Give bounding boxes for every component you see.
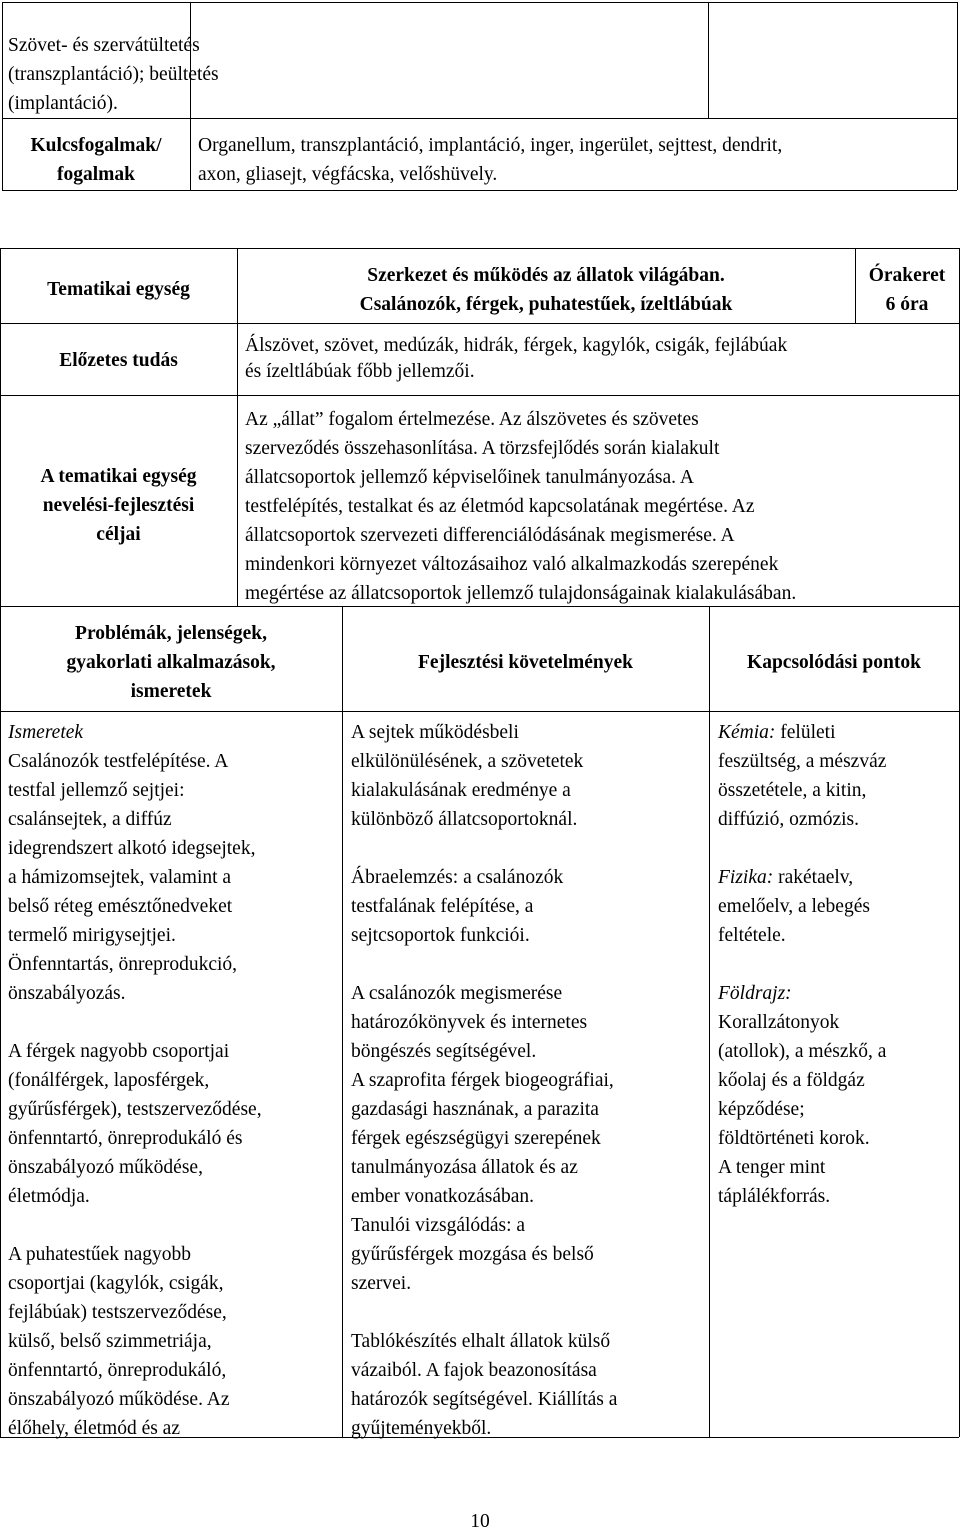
- kemia-first-line: [718, 718, 958, 747]
- text-line: Szerkezet és működés az állatok világában.: [367, 265, 725, 286]
- text-span: felületi: [775, 722, 836, 743]
- text-line: Tanulói vizsgálódás: a: [351, 1215, 526, 1236]
- text-line: A tematikai egység: [40, 466, 197, 487]
- text-line: külső, belső szimmetriája,: [8, 1331, 212, 1352]
- text-line: feltétele.: [718, 925, 786, 946]
- elozetes-tudas-text: [245, 333, 957, 385]
- text-line: Problémák, jelenségek,: [75, 623, 267, 644]
- main-border-top: [0, 248, 959, 249]
- orakeret-value: 6 óra: [885, 294, 929, 315]
- spacer: [351, 950, 709, 979]
- ismeretek-heading: Ismeretek: [8, 722, 84, 743]
- text-line: A tenger mint: [718, 1157, 826, 1178]
- text-line: határozók segítségével. Kiállítás a: [351, 1389, 618, 1410]
- page-number: 10: [470, 1511, 490, 1532]
- text-line: céljai: [96, 524, 141, 545]
- fizika-label: Fizika:: [718, 867, 774, 888]
- text-line: (implantáció).: [8, 93, 118, 114]
- spacer: [718, 950, 958, 979]
- text-line: férgek egészségügyi szerepének: [351, 1128, 601, 1149]
- text-line: különböző állatcsoportoknál.: [351, 809, 578, 830]
- top-table-row-divider: [2, 118, 957, 119]
- text-line: Önfenntartás, önreprodukció,: [8, 954, 238, 975]
- text-line: földtörténeti korok.: [718, 1128, 870, 1149]
- text-line: diffúzió, ozmózis.: [718, 809, 859, 830]
- text-line: A szaprofita férgek biogeográfiai,: [351, 1070, 614, 1091]
- kulcsfogalmak-text: [198, 131, 956, 189]
- main-row-divider-1: [0, 323, 959, 324]
- text-line: képződése;: [718, 1099, 805, 1120]
- text-line: Organellum, transzplantáció, implantáció, inger, ingerület, sejttest, dendrit,: [198, 135, 783, 156]
- text-line: önfenntartó, önreprodukáló és: [8, 1128, 243, 1149]
- text-line: gazdasági hasznának, a parazita: [351, 1099, 599, 1120]
- spacer: [8, 1211, 342, 1240]
- text-line: megértése az állatcsoportok jellemző tulajdonságainak kialakulásában.: [245, 583, 797, 604]
- foldrajz-label: Földrajz:: [718, 983, 792, 1004]
- text-line: Tablókészítés elhalt állatok külső: [351, 1331, 611, 1352]
- main-row-divider-4: [0, 711, 959, 712]
- text-line: összetétele, a kitin,: [718, 780, 867, 801]
- kulcsfogalmak-label: [2, 131, 190, 189]
- kemia-label: Kémia:: [718, 722, 776, 743]
- text-line: önszabályozó működése,: [8, 1157, 203, 1178]
- text-line: ismeretek: [130, 681, 212, 702]
- text-line: Kulcsfogalmak/: [30, 135, 162, 156]
- text-line: állatcsoportok szervezeti differenciálódásának megismerése. A: [245, 525, 735, 546]
- text-line: Csalánozók, férgek, puhatestűek, ízeltlábúak: [359, 294, 733, 315]
- text-line: önszabályozó működése. Az: [8, 1389, 230, 1410]
- text-line: A férgek nagyobb csoportjai: [8, 1041, 230, 1062]
- col-header-fejlesztesi: Fejlesztési követelmények: [418, 652, 633, 673]
- fejlesztesi-column: [351, 718, 709, 1443]
- spacer: [351, 1298, 709, 1327]
- main-col-divider-b: [709, 606, 710, 1437]
- text-line: belső réteg emésztőnedveket: [8, 896, 233, 917]
- text-line: életmódja.: [8, 1186, 90, 1207]
- tematikai-egyseg-label: Tematikai egység: [47, 279, 190, 300]
- text-line: elkülönülésének, a szövetetek: [351, 751, 584, 772]
- text-line: önfenntartó, önreprodukáló,: [8, 1360, 227, 1381]
- orakeret: [855, 261, 959, 319]
- orakeret-label: Órakeret: [868, 265, 946, 286]
- text-line: csalánsejtek, a diffúz: [8, 809, 172, 830]
- text-line: kialakulásának eredménye a: [351, 780, 571, 801]
- text-line: sejtcsoportok funkciói.: [351, 925, 530, 946]
- text-line: gyűrűsférgek mozgása és belső: [351, 1244, 594, 1265]
- ismeretek-column: [8, 718, 342, 1443]
- text-line: idegrendszert alkotó idegsejtek,: [8, 838, 256, 859]
- top-table-border-bottom: [2, 190, 957, 191]
- col-header-kapcsolodasi: Kapcsolódási pontok: [747, 652, 921, 673]
- text-line: feszültség, a mészváz: [718, 751, 887, 772]
- kapcsolodasi-column: [718, 718, 958, 1211]
- text-line: (fonálférgek, laposférgek,: [8, 1070, 210, 1091]
- main-row-divider-2: [0, 395, 959, 396]
- text-line: fejlábúak) testszerveződése,: [8, 1302, 227, 1323]
- text-line: a hámizomsejtek, valamint a: [8, 867, 232, 888]
- text-line: önszabályozás.: [8, 983, 126, 1004]
- text-line: A sejtek működésbeli: [351, 722, 519, 743]
- spacer: [8, 1008, 342, 1037]
- text-line: gyakorlati alkalmazások,: [66, 652, 276, 673]
- elozetes-tudas-label: Előzetes tudás: [59, 350, 178, 371]
- top-table-border-right: [957, 2, 958, 190]
- text-line: Álszövet, szövet, medúzák, hidrák, férgek, kagylók, csigák, fejlábúak: [245, 335, 788, 356]
- text-line: axon, gliasejt, végfácska, velőshüvely.: [198, 164, 498, 185]
- text-line: testfalának felépítése, a: [351, 896, 534, 917]
- spacer: [718, 834, 958, 863]
- text-line: szerveződés összehasonlítása. A törzsfejlődés során kialakult: [245, 438, 720, 459]
- text-line: A csalánozók megismerése: [351, 983, 563, 1004]
- fizika-first-line: [718, 863, 958, 892]
- celjai-label: [0, 462, 237, 549]
- text-line: Ábraelemzés: a csalánozók: [351, 867, 564, 888]
- main-border-left: [0, 248, 1, 1437]
- text-line: Szövet- és szervátültetés: [8, 35, 200, 56]
- top-table-border-top: [2, 2, 957, 3]
- celjai-text: [245, 405, 959, 608]
- text-line: böngészés segítségével.: [351, 1041, 537, 1062]
- text-span: rakétaelv,: [773, 867, 854, 888]
- text-line: emelőelv, a lebegés: [718, 896, 870, 917]
- text-line: és ízeltlábúak főbb jellemzői.: [245, 361, 475, 382]
- text-line: Korallzátonyok: [718, 1012, 840, 1033]
- main-col-divider-a: [342, 606, 343, 1437]
- text-line: mindenkori környezet változásaihoz való alkalmazkodás szerepének: [245, 554, 779, 575]
- text-line: kőolaj és a földgáz: [718, 1070, 865, 1091]
- text-line: határozókönyvek és internetes: [351, 1012, 588, 1033]
- text-line: testfal jellemző sejtjei:: [8, 780, 185, 801]
- tematikai-egyseg-title: [237, 261, 855, 319]
- text-line: Csalánozók testfelépítése. A: [8, 751, 229, 772]
- col-header-problemak: [0, 619, 342, 706]
- text-line: gyűjteményekből.: [351, 1418, 492, 1439]
- text-line: ember vonatkozásában.: [351, 1186, 535, 1207]
- text-line: (transzplantáció); beültetés: [8, 64, 219, 85]
- text-line: tanulmányozása állatok és az: [351, 1157, 578, 1178]
- text-line: Az „állat” fogalom értelmezése. Az álszövetes és szövetes: [245, 409, 699, 430]
- text-line: élőhely, életmód és az: [8, 1418, 180, 1439]
- text-line: (atollok), a mészkő, a: [718, 1041, 887, 1062]
- text-line: vázaiból. A fajok beazonosítása: [351, 1360, 597, 1381]
- text-line: táplálékforrás.: [718, 1186, 831, 1207]
- text-line: termelő mirigysejtjei.: [8, 925, 176, 946]
- text-line: csoportjai (kagylók, csigák,: [8, 1273, 224, 1294]
- text-line: testfelépítés, testalkat és az életmód kapcsolatának megértése. Az: [245, 496, 755, 517]
- top-row1-text: [8, 31, 408, 118]
- text-line: nevelési-fejlesztési: [42, 495, 195, 516]
- text-line: állatcsoportok jellemző képviselőinek tanulmányozása. A: [245, 467, 694, 488]
- text-line: A puhatestűek nagyobb: [8, 1244, 192, 1265]
- text-line: szervei.: [351, 1273, 412, 1294]
- text-line: gyűrűsférgek), testszerveződése,: [8, 1099, 262, 1120]
- spacer: [351, 834, 709, 863]
- top-table-col-divider-2: [708, 2, 709, 118]
- text-line: fogalmak: [57, 164, 135, 185]
